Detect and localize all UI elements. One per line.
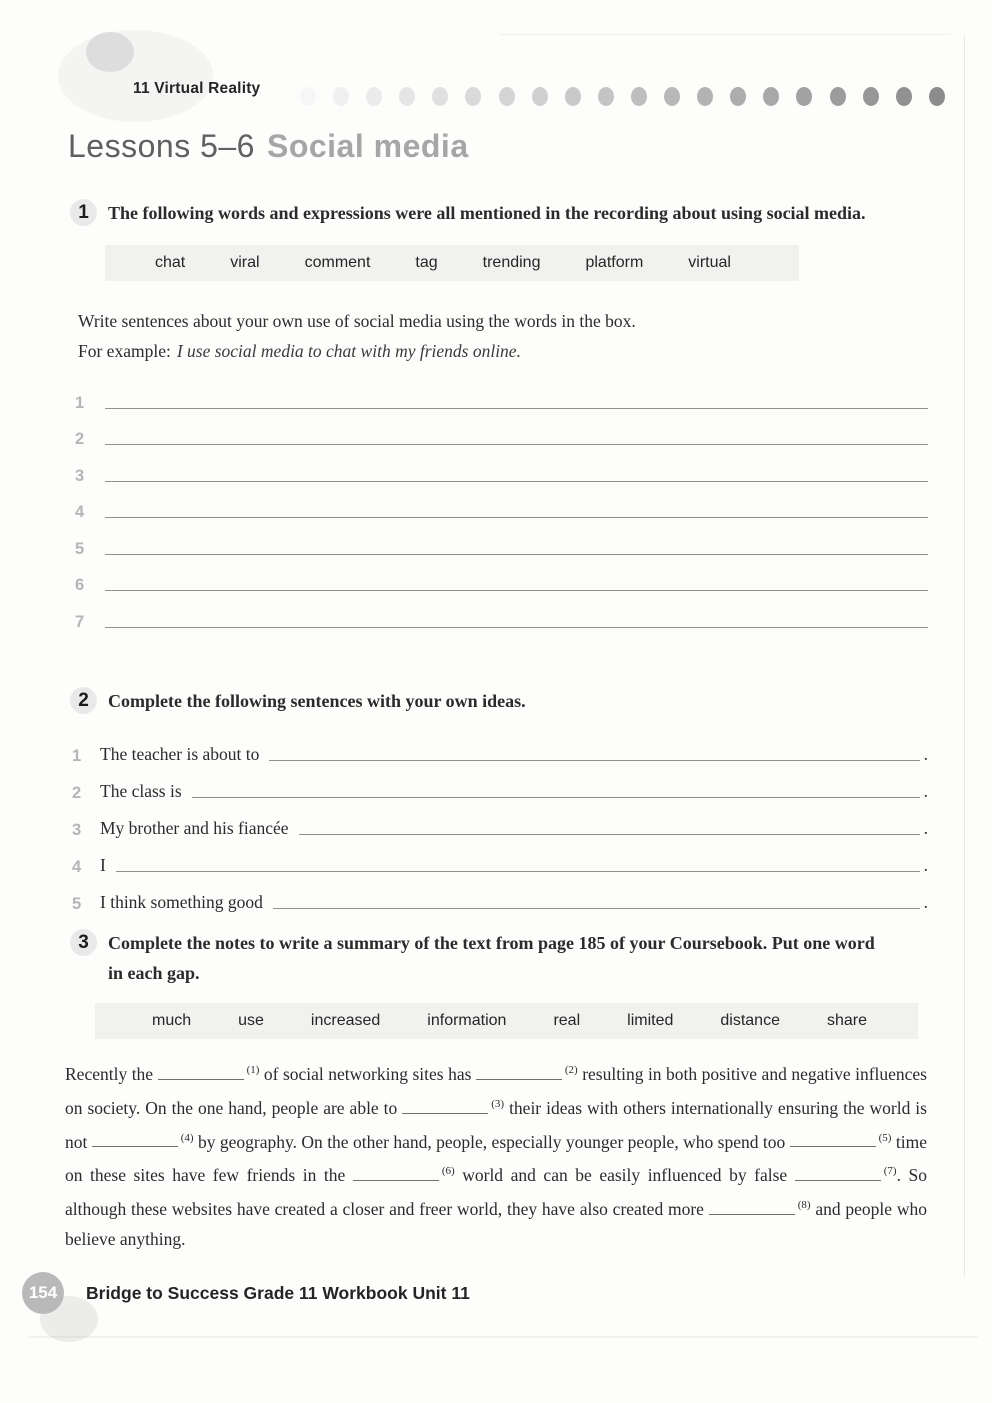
sentence-prefix: I think something good — [100, 892, 263, 912]
line-number: 5 — [75, 539, 85, 558]
summary-paragraph — [65, 1055, 927, 1254]
fill-gap — [402, 1098, 504, 1118]
example-line — [78, 341, 928, 362]
exercise-2-header — [68, 686, 928, 716]
gap-number: (1) — [246, 1064, 260, 1076]
dot-icon — [333, 87, 349, 106]
fill-gap — [476, 1064, 578, 1084]
gap-underline — [790, 1144, 876, 1147]
write-line — [192, 797, 920, 798]
word-box — [95, 1003, 918, 1039]
dot-icon — [465, 87, 481, 106]
exercise-3-number-badge: 3 — [70, 929, 97, 956]
gap-number: (6) — [441, 1165, 455, 1178]
dot-icon — [830, 87, 846, 106]
word-box-item: virtual — [688, 254, 731, 271]
page-title — [68, 128, 469, 165]
answer-line — [75, 486, 928, 523]
write-line — [105, 481, 928, 482]
dot-icon — [730, 87, 746, 106]
exercise-2-instruction: Complete the following sentences with your own ideas. — [108, 691, 526, 711]
answer-line — [75, 376, 928, 413]
exercise-3-header — [68, 928, 928, 988]
sentence-item — [72, 840, 928, 877]
exercise-2-number-badge: 2 — [70, 687, 97, 714]
summary-text: . So although these websites have created a closer and freer world, they have also created more — [65, 1165, 927, 1220]
dot-icon — [565, 87, 581, 106]
decorative-circle — [86, 32, 134, 72]
dot-icon — [929, 87, 945, 106]
exercise-1 — [68, 198, 928, 632]
word-box-item: chat — [155, 254, 186, 271]
summary-text: Recently the — [65, 1063, 158, 1084]
word-box-item: increased — [310, 1012, 381, 1029]
answer-line — [75, 449, 928, 486]
gap-underline — [92, 1144, 178, 1147]
word-box-item: trending — [482, 254, 541, 271]
fill-gap — [158, 1064, 260, 1084]
sentence-period: . — [923, 855, 928, 875]
sentence-item — [72, 803, 928, 840]
page-number-badge: 154 — [22, 1272, 64, 1314]
exercise-3-instruction: Complete the notes to write a summary of the text from page 185 of your Coursebook. Put one word in each gap. — [108, 933, 875, 983]
gap-underline — [158, 1077, 244, 1080]
gap-underline — [795, 1178, 881, 1181]
sentence-item — [72, 766, 928, 803]
gap-number: (4) — [180, 1131, 194, 1144]
dot-icon — [499, 87, 515, 106]
summary-text: of social networking sites has — [259, 1063, 476, 1084]
gap-number: (5) — [878, 1131, 892, 1144]
sentence-prefix: My brother and his fiancée — [100, 818, 289, 838]
title-text: Social media — [266, 128, 469, 164]
summary-text: time on these sites have few friends in the — [65, 1131, 927, 1186]
page-footer — [22, 1272, 470, 1314]
fill-gap — [795, 1165, 897, 1185]
line-number: 2 — [75, 430, 85, 448]
gap-number: (2) — [564, 1064, 578, 1076]
answer-line — [75, 595, 928, 632]
fill-gap — [790, 1131, 892, 1151]
sentence-prefix: I — [100, 855, 106, 875]
item-number: 4 — [72, 858, 82, 876]
summary-text: and people who believe anything. — [65, 1199, 927, 1250]
exercise-3 — [65, 928, 928, 1254]
line-number: 7 — [75, 612, 85, 631]
word-box-item: comment — [304, 254, 371, 271]
summary-text: by geography. On the other hand, people, especially younger people, who spend too — [193, 1131, 790, 1152]
scan-artifact-line — [500, 34, 950, 35]
dot-icon — [896, 87, 912, 106]
write-line — [269, 760, 919, 761]
sentence-period: . — [923, 818, 928, 838]
gap-number: (8) — [797, 1199, 811, 1212]
decorative-circle — [58, 30, 213, 122]
gap-number: (7) — [883, 1165, 897, 1178]
fill-gap — [709, 1199, 811, 1219]
word-box-item: distance — [720, 1012, 780, 1029]
sentence-period: . — [923, 892, 928, 912]
write-line — [105, 408, 928, 409]
sentence-items — [68, 729, 928, 914]
word-box-item: much — [152, 1012, 192, 1029]
word-box — [105, 245, 799, 281]
exercise-2 — [68, 686, 928, 914]
footer-text: Bridge to Success Grade 11 Workbook Unit 11 — [86, 1282, 470, 1303]
example-text: I use social media to chat with my friends online. — [176, 341, 521, 361]
line-number: 1 — [75, 393, 85, 412]
fill-gap — [92, 1131, 194, 1151]
answer-line — [75, 522, 928, 559]
dot-icon — [796, 87, 812, 106]
line-number: 3 — [75, 466, 85, 485]
dot-icon — [697, 87, 713, 106]
summary-text: resulting in both positive and negative influences on society. On the one hand, people are able to — [65, 1063, 927, 1118]
lessons-label: Lessons 5–6 — [68, 128, 255, 164]
word-box-item: share — [826, 1012, 867, 1029]
answer-lines — [75, 376, 928, 632]
item-number: 3 — [72, 821, 82, 839]
word-box-item: use — [238, 1012, 264, 1029]
word-box-item: real — [553, 1012, 581, 1029]
sentence-item — [72, 877, 928, 914]
dot-icon — [763, 87, 779, 106]
summary-text: world and can be easily influenced by false — [454, 1165, 795, 1186]
write-line — [105, 590, 928, 591]
line-number: 4 — [75, 503, 85, 521]
gap-underline — [402, 1111, 488, 1114]
line-number: 6 — [75, 576, 85, 594]
exercise-1-instruction: The following words and expressions were all mentioned in the recording about using social media. — [108, 203, 866, 223]
item-number: 1 — [72, 747, 82, 765]
answer-line — [75, 559, 928, 596]
dot-icon — [631, 87, 647, 106]
sentence-prefix: The teacher is about to — [100, 744, 260, 764]
dot-icon — [399, 87, 415, 106]
exercise-1-number-badge: 1 — [70, 199, 97, 226]
sentence-prefix: The class is — [100, 781, 182, 801]
write-line — [105, 554, 928, 555]
write-line — [105, 517, 928, 518]
unit-label: 11 Virtual Reality — [133, 80, 261, 97]
scan-artifact-line — [28, 1336, 978, 1338]
header-dots — [300, 87, 945, 106]
dot-icon — [432, 87, 448, 106]
dot-icon — [532, 87, 548, 106]
word-box-item: information — [427, 1012, 507, 1029]
fill-gap — [353, 1165, 455, 1185]
write-line — [116, 871, 920, 872]
task-text: Write sentences about your own use of social media using the words in the box. — [78, 311, 636, 331]
dot-icon — [664, 87, 680, 106]
sentence-item — [72, 729, 928, 766]
write-line — [105, 627, 928, 628]
dot-icon — [598, 87, 614, 106]
dot-icon — [863, 87, 879, 106]
item-number: 2 — [72, 784, 82, 802]
sentence-period: . — [923, 781, 928, 801]
item-number: 5 — [72, 895, 82, 913]
write-line — [299, 834, 920, 835]
write-line — [105, 444, 928, 445]
summary-text: their ideas with others internationally ensuring the world is not — [65, 1097, 927, 1152]
example-label: For example: — [78, 341, 171, 361]
scan-artifact-line — [964, 36, 965, 1276]
word-box-item: platform — [585, 254, 644, 271]
dot-icon — [300, 87, 316, 106]
gap-number: (3) — [491, 1097, 505, 1110]
answer-line — [75, 413, 928, 450]
word-box-item: limited — [627, 1012, 674, 1029]
gap-underline — [353, 1178, 439, 1181]
write-line — [273, 908, 920, 909]
word-box-item: viral — [230, 254, 260, 271]
word-box-item: tag — [415, 254, 438, 271]
dot-icon — [366, 87, 382, 106]
sentence-period: . — [923, 744, 928, 764]
gap-underline — [476, 1077, 562, 1080]
exercise-1-header — [68, 198, 928, 228]
gap-underline — [709, 1212, 795, 1215]
